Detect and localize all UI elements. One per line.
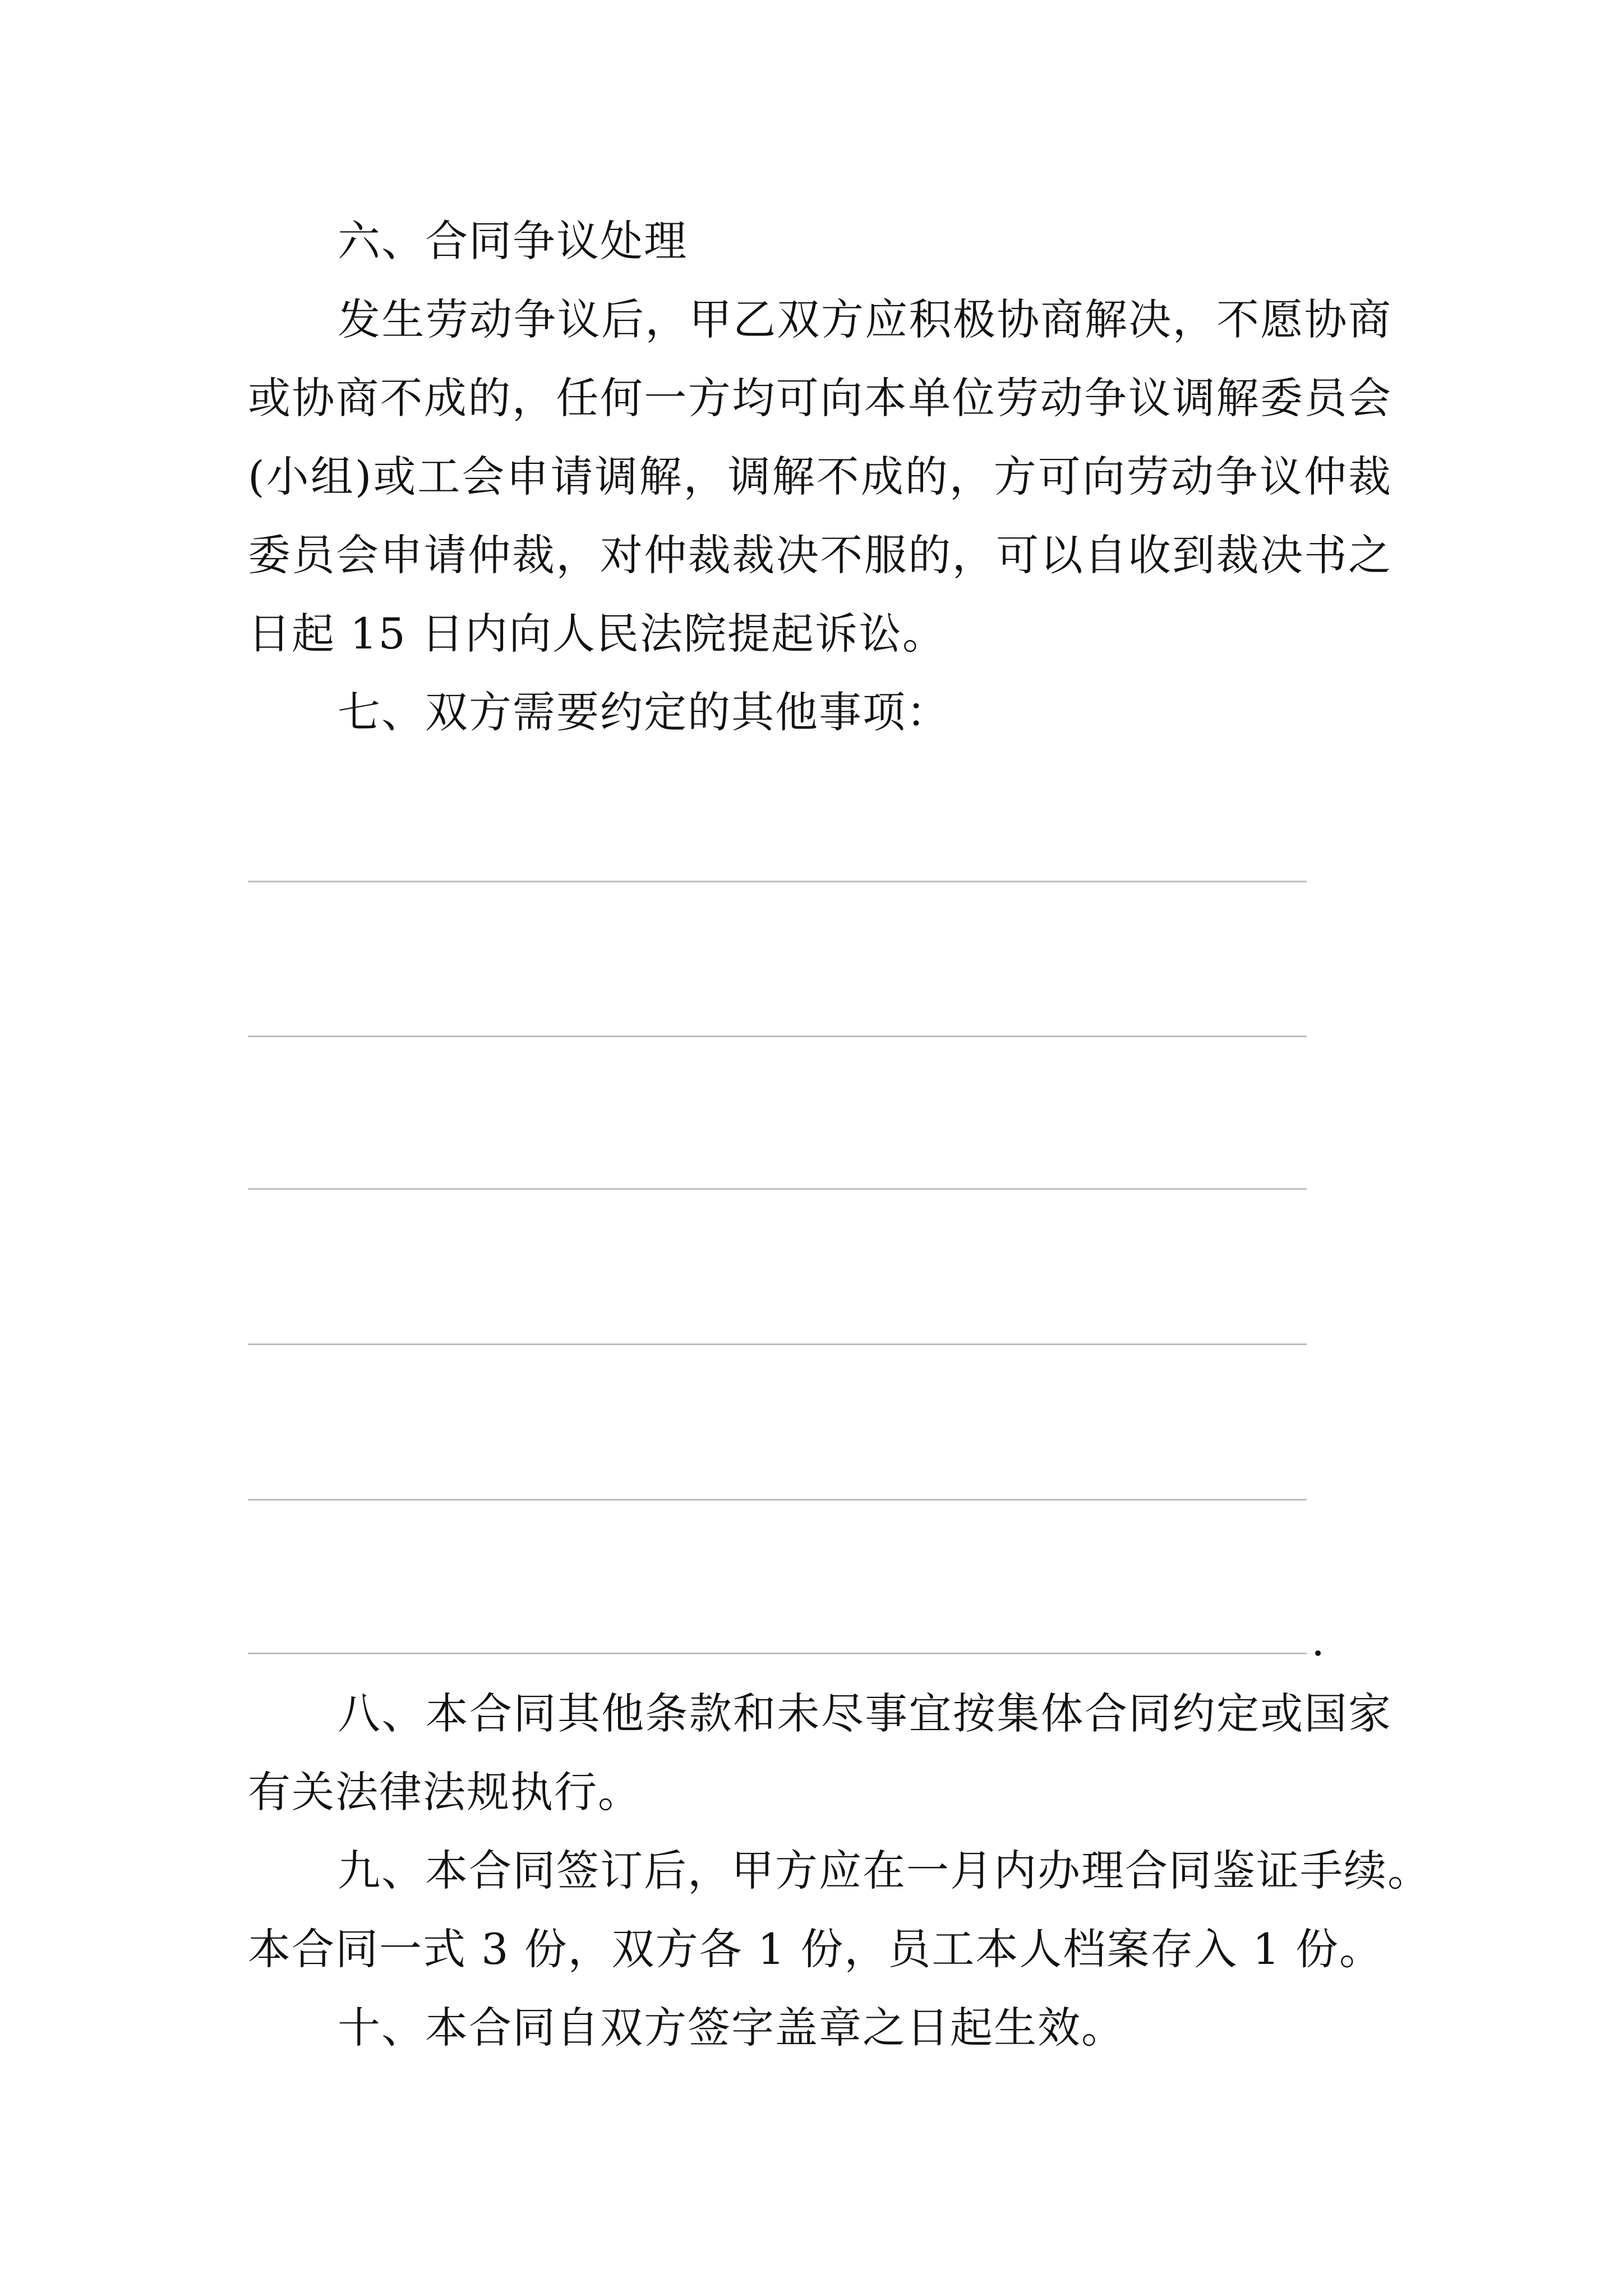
blank-fill-line-4[interactable] — [248, 1343, 1307, 1345]
section-6-line-4: 委员会申请仲裁，对仲裁裁决不服的，可以自收到裁决书之 — [248, 530, 1392, 580]
section-6-heading: 六、合同争议处理 — [338, 216, 688, 266]
blank-fill-line-6[interactable] — [248, 1653, 1307, 1654]
blank-fill-line-2[interactable] — [248, 1036, 1307, 1037]
blank-fill-line-5[interactable] — [248, 1499, 1307, 1501]
section-8-line-2: 有关法律法规执行。 — [248, 1767, 642, 1817]
blank-fill-line-1[interactable] — [248, 881, 1307, 882]
section-9-line-1: 九、本合同签订后，甲方应在一月内办理合同鉴证手续。 — [338, 1846, 1431, 1895]
section-6-line-1: 发生劳动争议后，甲乙双方应积极协商解决，不愿协商 — [338, 295, 1392, 344]
section-6-line-2: 或协商不成的，任何一方均可向本单位劳动争议调解委员会 — [248, 373, 1392, 423]
section-7-heading: 七、双方需要约定的其他事项： — [338, 687, 950, 737]
section-6-line-3: (小组)或工会申请调解，调解不成的，方可向劳动争议仲裁 — [248, 452, 1392, 501]
section-8-line-1: 八、本合同其他条款和未尽事宜按集体合同约定或国家 — [338, 1688, 1392, 1738]
section-9-line-2: 本合同一式 3 份，双方各 1 份，员工本人档案存入 1 份。 — [248, 1924, 1384, 1974]
blank-fill-line-3[interactable] — [248, 1188, 1307, 1190]
blank-end-mark: . — [1311, 1616, 1325, 1665]
section-10-heading: 十、本合同自双方签字盖章之日起生效。 — [338, 2003, 1125, 2053]
section-6-line-5: 日起 15 日内向人民法院提起诉讼。 — [248, 609, 947, 659]
